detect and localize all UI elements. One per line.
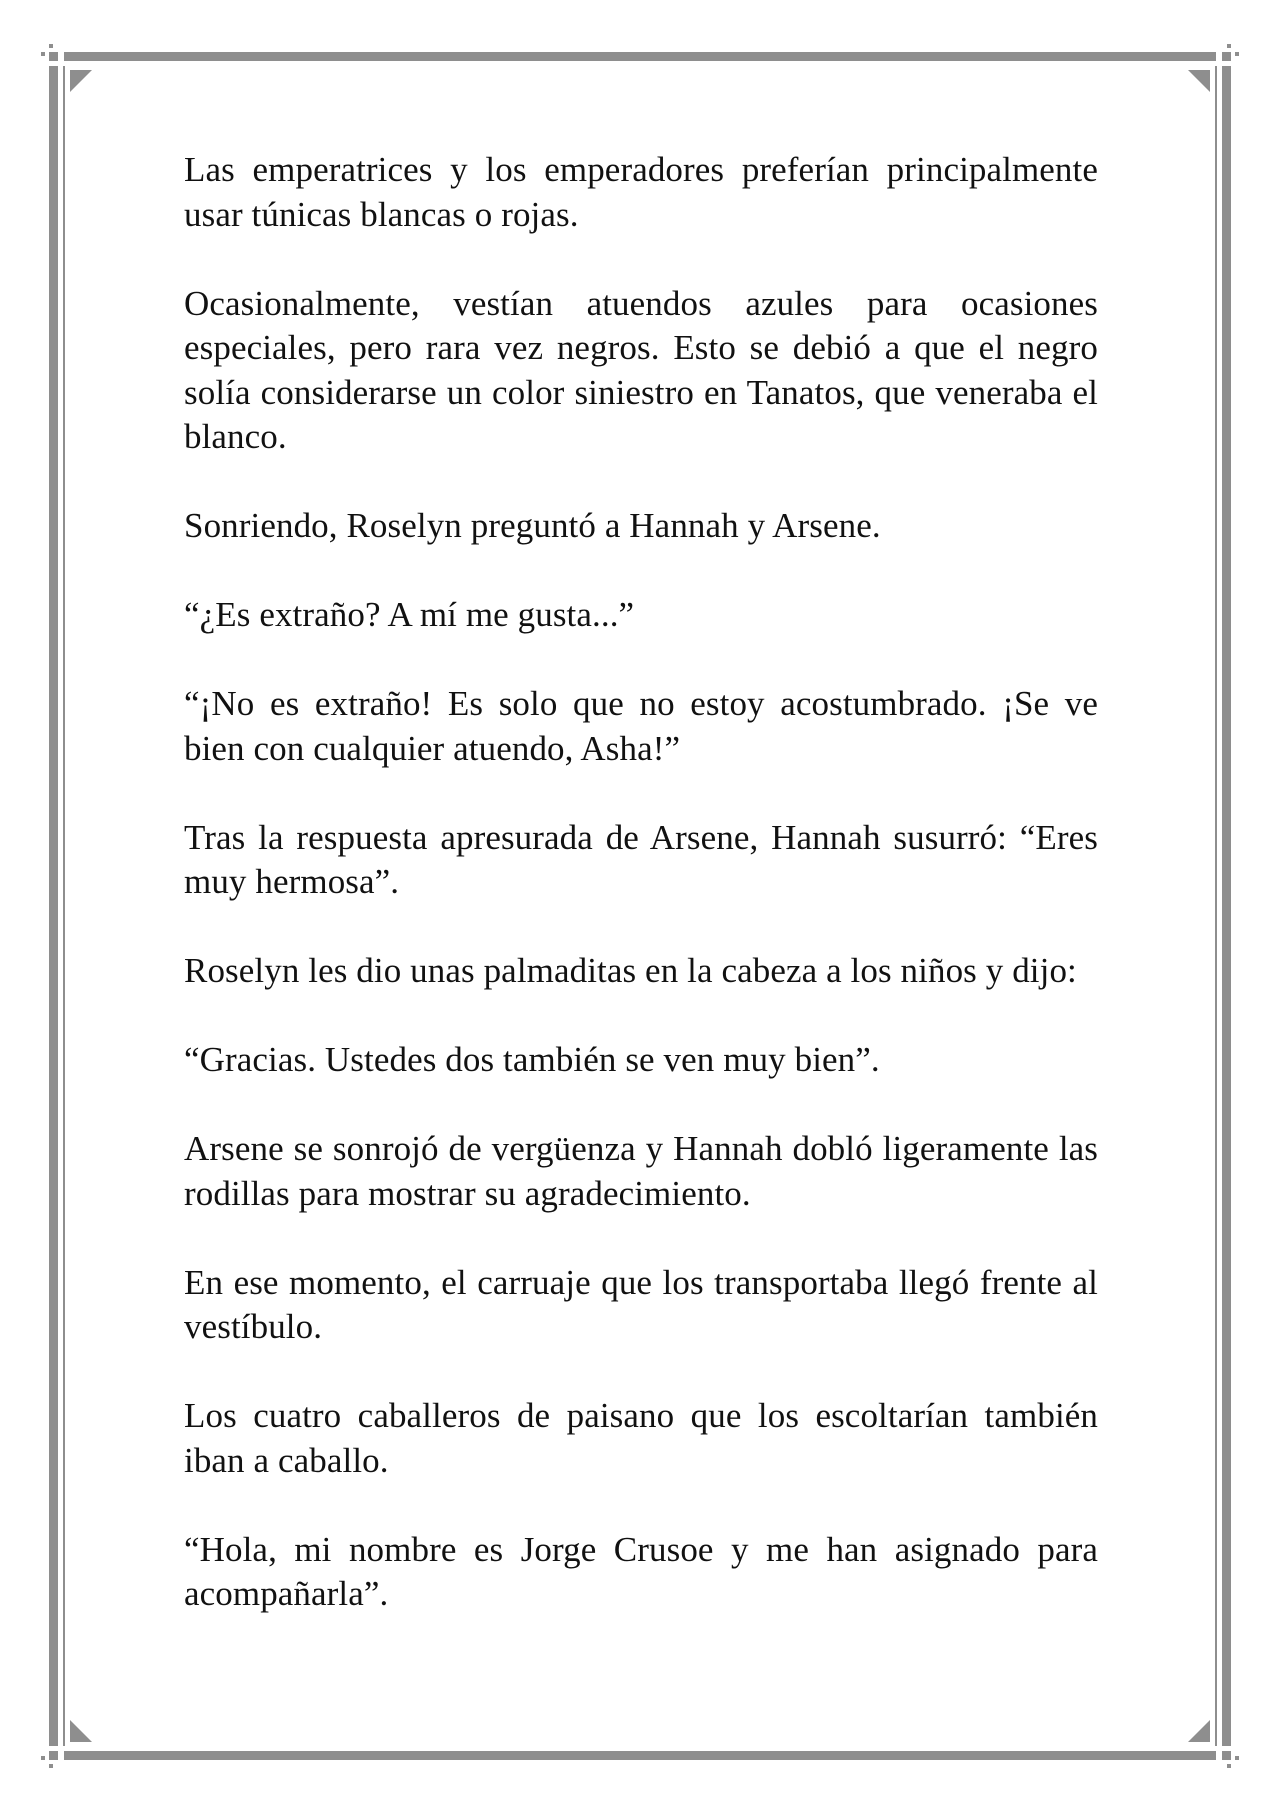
paragraph-11: Los cuatro caballeros de paisano que los escoltarían también iban a caballo. [184,1396,1098,1480]
corner-ornament-bl [70,1720,92,1742]
border-bottom [64,1751,1216,1760]
corner-square-tl [49,52,58,61]
border-left [49,66,58,1746]
corner-ornament-br [1188,1720,1210,1742]
paragraph-3: Sonriendo, Roselyn preguntó a Hannah y Arsene. [184,506,881,545]
page-body [184,148,1098,1617]
paragraph-12: “Hola, mi nombre es Jorge Crusoe y me han asignado para acompañarla”. [184,1529,1098,1613]
paragraph-9: Arsene se sonrojó de vergüenza y Hannah dobló ligeramente las rodillas para mostrar su agradecimiento. [184,1129,1098,1213]
border-top [64,52,1216,61]
paragraph-7: Roselyn les dio unas palmaditas en la cabeza a los niños y dijo: [184,951,1077,990]
corner-square-br [1222,1751,1231,1760]
corner-ornament-tl [70,70,92,92]
paragraph-6: Tras la respuesta apresurada de Arsene, Hannah susurró: “Eres muy hermosa”. [184,817,1098,901]
paragraph-4: “¿Es extraño? A mí me gusta...” [184,595,635,634]
border-right-inner [1215,66,1217,1746]
border-right [1222,66,1231,1746]
corner-ornament-tr [1188,70,1210,92]
paragraph-1: Las emperatrices y los emperadores preferían principalmente usar túnicas blancas o rojas. [184,150,1098,234]
paragraph-5: “¡No es extraño! Es solo que no estoy acostumbrado. ¡Se ve bien con cualquier atuendo, Asha!” [184,684,1098,768]
corner-square-bl [49,1751,58,1760]
border-left-inner [63,66,65,1746]
paragraph-8: “Gracias. Ustedes dos también se ven muy bien”. [184,1040,880,1079]
paragraph-2: Ocasionalmente, vestían atuendos azules para ocasiones especiales, pero rara vez negros. Esto se debió a que el negro solía considerarse un color siniestro en Tanatos, que veneraba el blanco. [184,283,1098,456]
paragraph-10: En ese momento, el carruaje que los transportaba llegó frente al vestíbulo. [184,1262,1098,1346]
corner-square-tr [1222,52,1231,61]
